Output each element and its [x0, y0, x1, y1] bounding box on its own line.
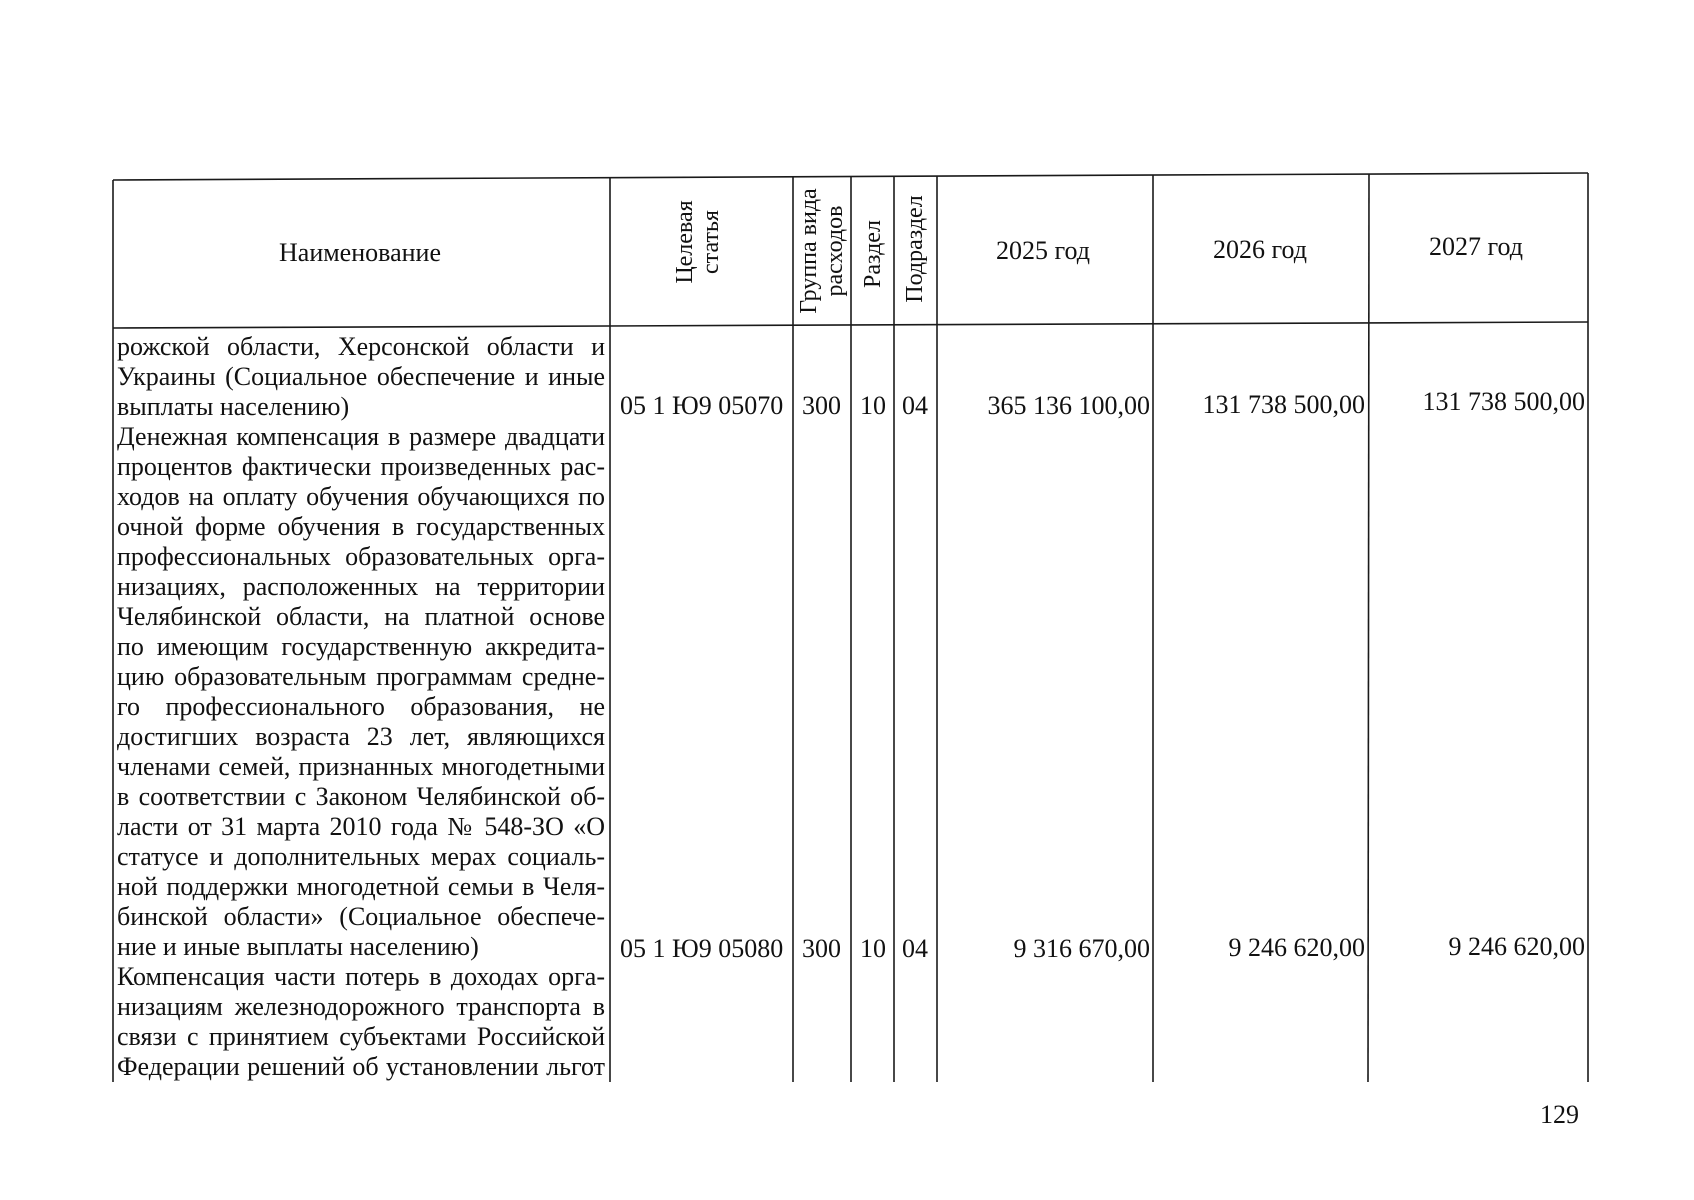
header-year-2025: 2025 год — [996, 236, 1090, 265]
name-line: рожской области, Херсонской области и — [117, 332, 605, 361]
name-line: го профессионального образования, не — [117, 692, 605, 721]
row1-expense-group: 300 — [802, 391, 841, 420]
row1-target-article: 05 1 Ю9 05070 — [620, 391, 784, 420]
row2-target-article: 05 1 Ю9 05080 — [620, 934, 784, 963]
name-line: ние и иные выплаты населению) — [117, 932, 479, 961]
header-target-article — [672, 182, 724, 302]
row2-section: 10 — [860, 934, 886, 963]
row2-amount-2025: 9 316 670,00 — [1013, 934, 1150, 963]
row1-section: 10 — [860, 391, 886, 420]
row2-amount-2027: 9 246 620,00 — [1448, 932, 1585, 961]
row2-amount-2026: 9 246 620,00 — [1228, 933, 1365, 962]
header-year-2027: 2027 год — [1429, 232, 1523, 261]
name-line: ной поддержки многодетной семьи в Челя- — [117, 872, 605, 901]
name-line: ласти от 31 марта 2010 года № 548-ЗО «О — [117, 812, 605, 841]
name-line: бинской области» (Социальное обеспече- — [117, 902, 605, 931]
row2-expense-group: 300 — [802, 934, 841, 963]
header-expense-group — [796, 176, 848, 326]
name-line: по имеющим государственную аккредита- — [117, 632, 605, 661]
row1-subsection: 04 — [902, 391, 928, 420]
name-line: статусе и дополнительных мерах социаль- — [117, 842, 605, 871]
name-line: достигших возраста 23 лет, являющихся — [117, 722, 605, 751]
name-line: выплаты населению) — [117, 392, 350, 421]
name-line: Денежная компенсация в размере двадцати — [117, 422, 605, 451]
row1-amount-2025: 365 136 100,00 — [987, 391, 1150, 420]
name-line: Украины (Социальное обеспечение и иные — [117, 362, 605, 391]
name-line: процентов фактически произведенных рас- — [117, 452, 605, 481]
header-year-2026: 2026 год — [1213, 235, 1307, 264]
name-line: в соответствии с Законом Челябинской об- — [117, 782, 605, 811]
name-line: профессиональных образовательных орга- — [117, 542, 605, 571]
row1-amount-2027: 131 738 500,00 — [1422, 387, 1585, 416]
name-line: очной форме обучения в государственных — [117, 512, 605, 541]
header-section: Раздел — [860, 220, 886, 288]
header-target-article-line2: статья — [698, 210, 724, 274]
name-line: Федерации решений об установлении льгот — [117, 1052, 605, 1081]
name-line: Челябинской области, на платной основе — [117, 602, 605, 631]
name-column-text — [117, 332, 605, 1082]
name-line: низациям железнодорожного транспорта в — [117, 992, 605, 1021]
header-name: Наименование — [279, 238, 441, 267]
page-number: 129 — [1540, 1100, 1579, 1129]
header-expense-group-line2: расходов — [822, 205, 848, 297]
name-line: Компенсация части потерь в доходах орга- — [117, 962, 605, 991]
name-line: связи с принятием субъектами Российской — [117, 1022, 605, 1051]
row2-subsection: 04 — [902, 934, 928, 963]
name-line: низациях, расположенных на территории — [117, 572, 605, 601]
header-expense-group-line1: Группа вида — [796, 188, 822, 314]
header-target-article-line1: Целевая — [672, 200, 698, 284]
name-line: цию образовательным программам средне- — [117, 662, 605, 691]
header-subsection: Подраздел — [902, 195, 928, 303]
row1-amount-2026: 131 738 500,00 — [1202, 390, 1365, 419]
name-line: ходов на оплату обучения обучающихся по — [117, 482, 605, 511]
name-line: членами семей, признанных многодетными — [117, 752, 605, 781]
